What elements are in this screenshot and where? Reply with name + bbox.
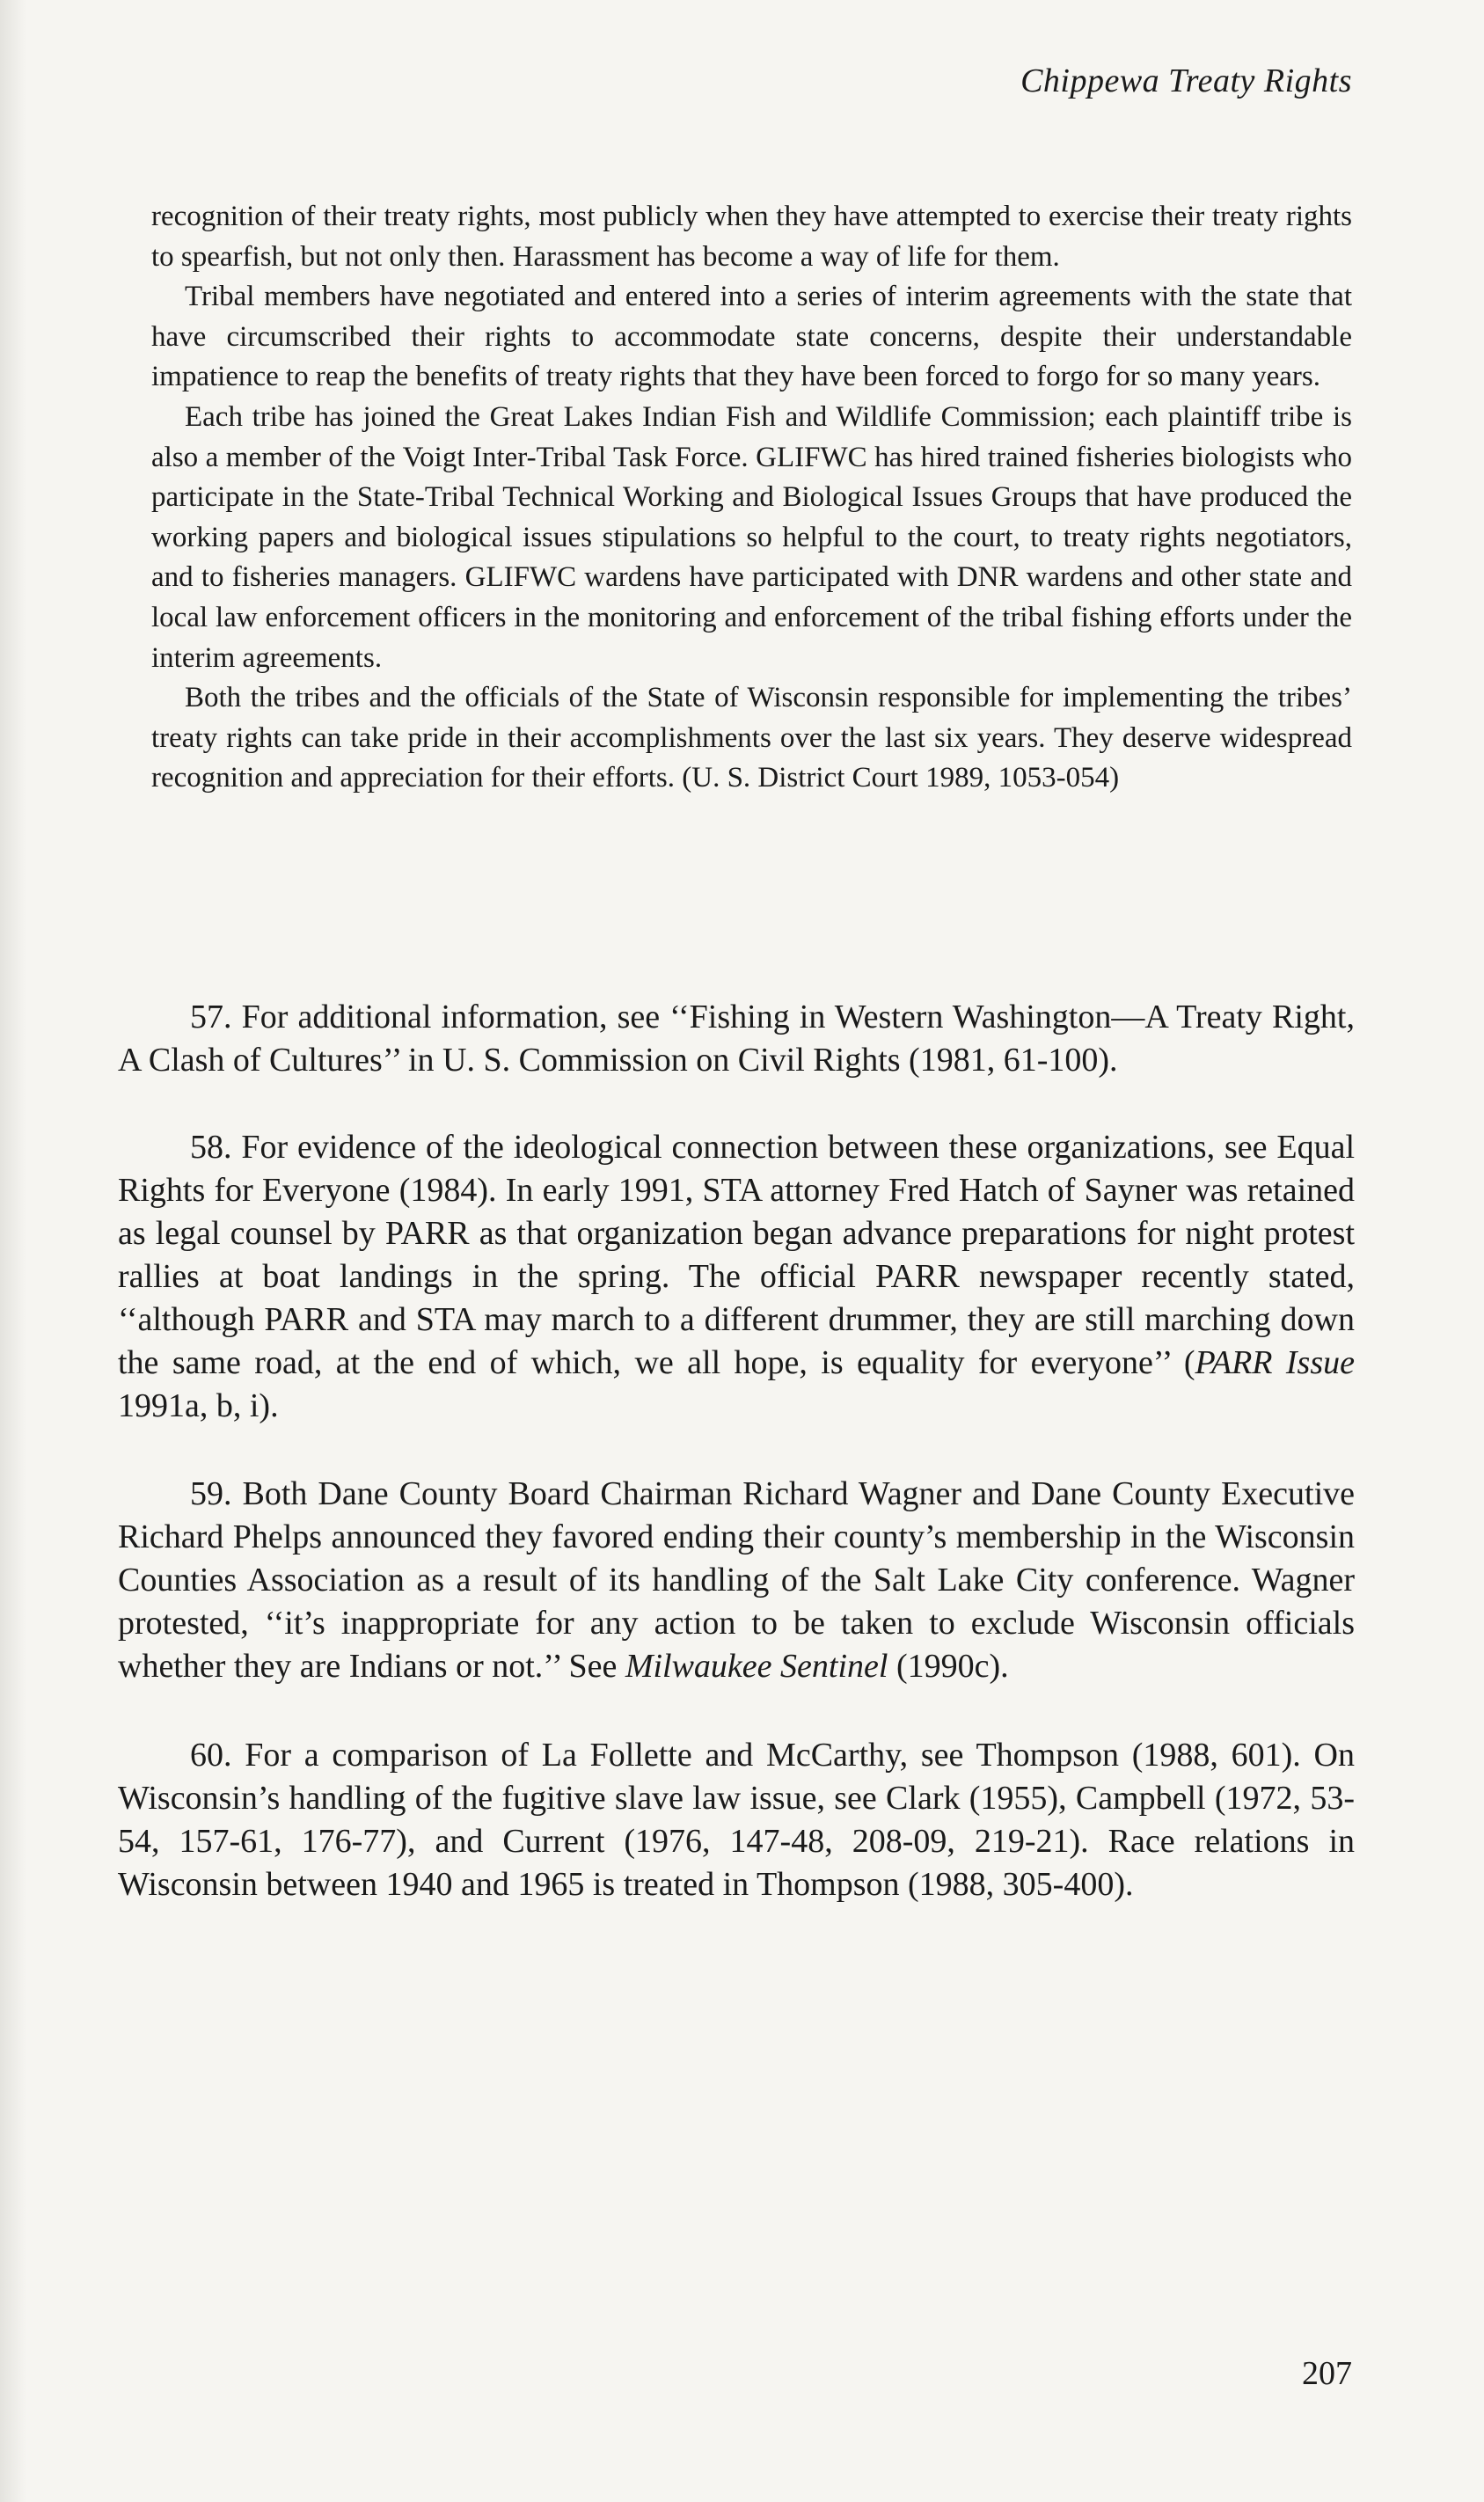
note-58-title: PARR Issue	[1195, 1344, 1355, 1381]
note-59	[118, 1473, 1355, 1688]
quote-paragraph-1: recognition of their treaty rights, most publicly when they have attempted to exercise their treaty rights to spearfish, but not only then. Harassment has become a way of life for them.	[151, 201, 1352, 273]
note-59-title: Milwaukee Sentinel	[625, 1648, 888, 1685]
note-60: 60. For a comparison of La Follette and McCarthy, see Thompson (1988, 601). On Wisconsin’s handling of the fugitive slave law issue, see Clark (1955), Campbell (1972, 53-54, 157-61, 176-77), and Current (1976, 147-48, 208-09, 219-21). Race relations in Wisconsin between 1940 and 1965 is treated in Thompson (1988, 305-400).	[118, 1737, 1355, 1903]
note-58-text: 58. For evidence of the ideological connection between these organizations, see Equal Rights for Everyone (1984). In early 1991, STA attorney Fred Hatch of Sayner was retained as legal counsel by PARR as that organization began advance preparations for night protest rallies at boat landings in the spring. The official PARR newspaper recently stated, ‘‘although PARR and STA may march to a different drummer, they are still marching down the same road, at the end of which, we all hope, is equality for everyone’’ (	[118, 1129, 1355, 1381]
note-58	[118, 1126, 1355, 1428]
note-58-text-end: 1991a, b, i).	[118, 1387, 279, 1424]
block-quote	[151, 197, 1352, 799]
note-59-text-end: (1990c).	[888, 1648, 1009, 1685]
page-edge-shadow	[0, 0, 26, 2502]
endnotes	[118, 996, 1355, 1952]
running-head: Chippewa Treaty Rights	[1020, 62, 1352, 99]
note-57: 57. For additional information, see ‘‘Fishing in Western Washington—A Treaty Right, A Clash of Cultures’’ in U. S. Commission on Civil Rights (1981, 61-100).	[118, 999, 1355, 1079]
page-number: 207	[1302, 2355, 1352, 2392]
note-59-text: 59. Both Dane County Board Chairman Richard Wagner and Dane County Executive Richard Phelps announced they favored ending their county’s membership in the Wisconsin Counties Association as a result of its handling of the Salt Lake City conference. Wagner protested, ‘‘it’s inappropriate for any action to be taken to exclude Wisconsin officials whether they are Indians or not.’’ See	[118, 1475, 1355, 1685]
quote-paragraph-4: Both the tribes and the officials of the State of Wisconsin responsible for implementing the tribes’ treaty rights can take pride in their accomplishments over the last six years. They deserve widespread recognition and appreciation for their efforts. (U. S. District Court 1989, 1053-054)	[151, 682, 1352, 794]
quote-paragraph-3: Each tribe has joined the Great Lakes Indian Fish and Wildlife Commission; each plaintiff tribe is also a member of the Voigt Inter-Tribal Task Force. GLIFWC has hired trained fisheries biologists who participate in the State-Tribal Technical Working and Biological Issues Groups that have produced the working papers and biological issues stipulations so helpful to the court, to treaty rights negotiators, and to fisheries managers. GLIFWC wardens have participated with DNR wardens and other state and local law enforcement officers in the monitoring and enforcement of the tribal fishing efforts under the interim agreements.	[151, 400, 1352, 674]
quote-paragraph-2: Tribal members have negotiated and entered into a series of interim agreements with the state that have circumscribed their rights to accommodate state concerns, despite their understandable impatience to reap the benefits of treaty rights that they have been forced to forgo for so many years.	[151, 281, 1352, 393]
